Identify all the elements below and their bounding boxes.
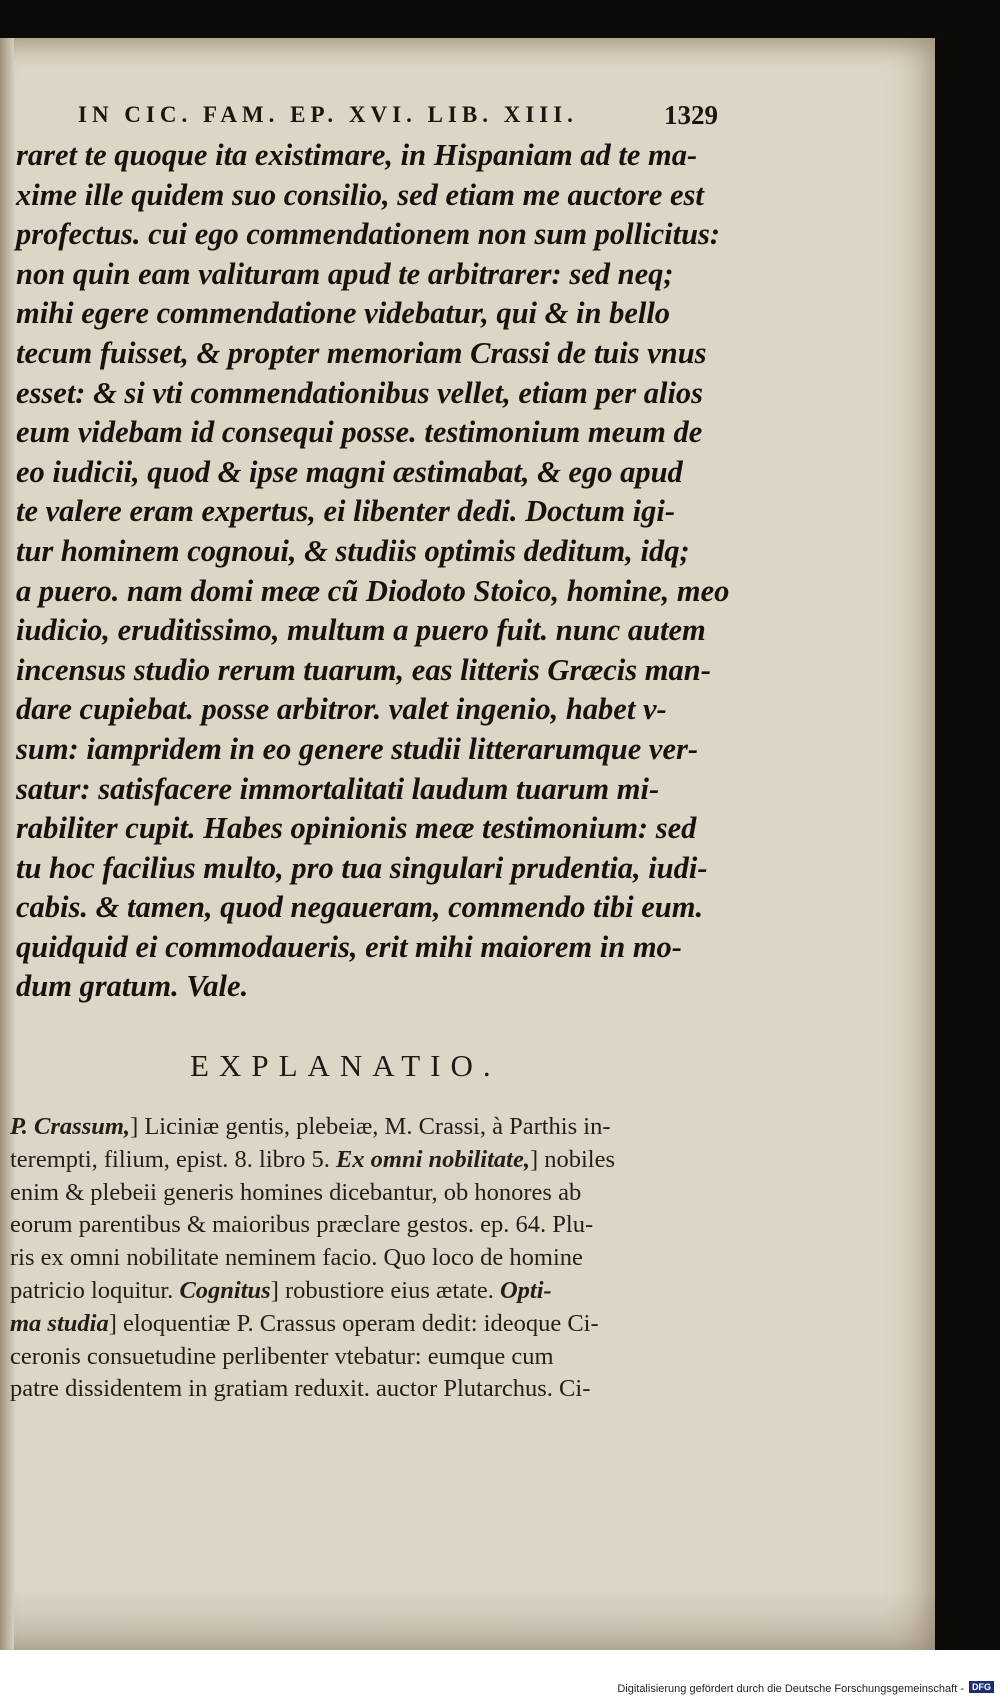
letter-line: dum gratum. Vale. bbox=[16, 969, 249, 1004]
letter-line: mihi egere commendatione videbatur, qui & in bello bbox=[16, 296, 671, 331]
letter-line: a puero. nam domi meæ cũ Diodoto Stoico, homine, meo bbox=[16, 573, 730, 608]
commentary-text: enim & plebeii generis homines dicebantur, ob honores ab bbox=[10, 1178, 582, 1206]
page-gutter bbox=[0, 38, 14, 1650]
commentary-text: terempti, filium, epist. 8. libro 5. bbox=[10, 1145, 336, 1173]
commentary-text: eorum parentibus & maioribus præclare gestos. ep. 64. Plu- bbox=[10, 1211, 594, 1239]
letter-line: eo iudicii, quod & ipse magni æstimabat, & ego apud bbox=[16, 454, 683, 489]
letter-line: profectus. cui ego commendationem non sum pollicitus: bbox=[16, 217, 721, 252]
dfg-logo: DFG bbox=[969, 1681, 994, 1693]
letter-line: te valere eram expertus, ei libenter dedi. Doctum igi- bbox=[16, 494, 676, 529]
letter-line: esset: & si vti commendationibus vellet, etiam per alios bbox=[16, 375, 704, 410]
lemma: P. Crassum, bbox=[10, 1113, 131, 1140]
commentary-line bbox=[10, 1144, 730, 1177]
commentary-body bbox=[10, 1111, 730, 1406]
commentary-line bbox=[10, 1111, 730, 1144]
commentary-text: patre dissidentem in gratiam reduxit. auctor Plutarchus. Ci- bbox=[10, 1375, 591, 1403]
digitization-credit: Digitalisierung gefördert durch die Deutsche Forschungsgemeinschaft - bbox=[617, 1683, 964, 1695]
letter-line: tu hoc facilius multo, pro tua singulari prudentia, iudi- bbox=[16, 850, 708, 885]
letter-line: tecum fuisset, & propter memoriam Crassi de tuis vnus bbox=[16, 335, 707, 370]
letter-line: xime ille quidem suo consilio, sed etiam me auctore est bbox=[16, 177, 704, 212]
letter-line: incensus studio rerum tuarum, eas litteris Græcis man- bbox=[16, 652, 711, 687]
commentary-text: ] robustiore eius ætate. bbox=[270, 1276, 500, 1304]
letter-line: eum videbam id consequi posse. testimonium meum de bbox=[16, 415, 703, 450]
letter-line: sum: iampridem in eo genere studii litterarumque ver- bbox=[16, 731, 699, 766]
letter-line: iudicio, eruditissimo, multum a puero fuit. nunc autem bbox=[16, 613, 706, 648]
commentary-text: ris ex omni nobilitate neminem facio. Quo loco de homine bbox=[10, 1244, 583, 1272]
commentary-text: ] eloquentiæ P. Crassus operam dedit: ideoque Ci- bbox=[108, 1309, 599, 1337]
lemma: Ex omni nobilitate, bbox=[335, 1145, 530, 1173]
letter-line: rabiliter cupit. Habes opinionis meæ testimonium: sed bbox=[16, 811, 697, 846]
section-heading: EXPLANATIO. bbox=[190, 1048, 501, 1083]
letter-line: raret te quoque ita existimare, in Hispaniam ad te ma- bbox=[16, 138, 698, 172]
commentary-line bbox=[10, 1209, 730, 1242]
commentary-line bbox=[10, 1275, 730, 1308]
letter-line: quidquid ei commodaueris, erit mihi maiorem in mo- bbox=[16, 929, 682, 964]
letter-line: satur: satisfacere immortalitati laudum tuarum mi- bbox=[16, 771, 660, 806]
lemma: Cognitus bbox=[179, 1276, 271, 1304]
commentary-line bbox=[10, 1308, 730, 1341]
letter-body bbox=[16, 136, 730, 1007]
commentary-line bbox=[10, 1177, 730, 1210]
commentary-text: ] Liciniæ gentis, plebeiæ, M. Crassi, à Parthis in- bbox=[130, 1113, 611, 1140]
letter-line: cabis. & tamen, quod negaueram, commendo tibi eum. bbox=[16, 890, 704, 925]
running-head: IN CIC. FAM. EP. XVI. LIB. XIII. bbox=[78, 102, 578, 127]
lemma: Opti- bbox=[499, 1276, 552, 1304]
letter-line: dare cupiebat. posse arbitror. valet ingenio, habet v- bbox=[16, 692, 667, 727]
lemma: ma studia bbox=[10, 1309, 109, 1337]
commentary-line bbox=[10, 1341, 730, 1374]
commentary-text: patricio loquitur. bbox=[10, 1276, 180, 1304]
commentary-text: ] nobiles bbox=[529, 1145, 616, 1173]
commentary-line bbox=[10, 1242, 730, 1275]
commentary-line bbox=[10, 1373, 730, 1406]
commentary-text: ceronis consuetudine perlibenter vtebatur: eumque cum bbox=[10, 1342, 554, 1370]
letter-line: non quin eam valituram apud te arbitrarer: sed neq; bbox=[16, 256, 674, 291]
letter-line: tur hominem cognoui, & studiis optimis deditum, idq; bbox=[16, 533, 690, 568]
page-number: 1329 bbox=[664, 100, 718, 130]
